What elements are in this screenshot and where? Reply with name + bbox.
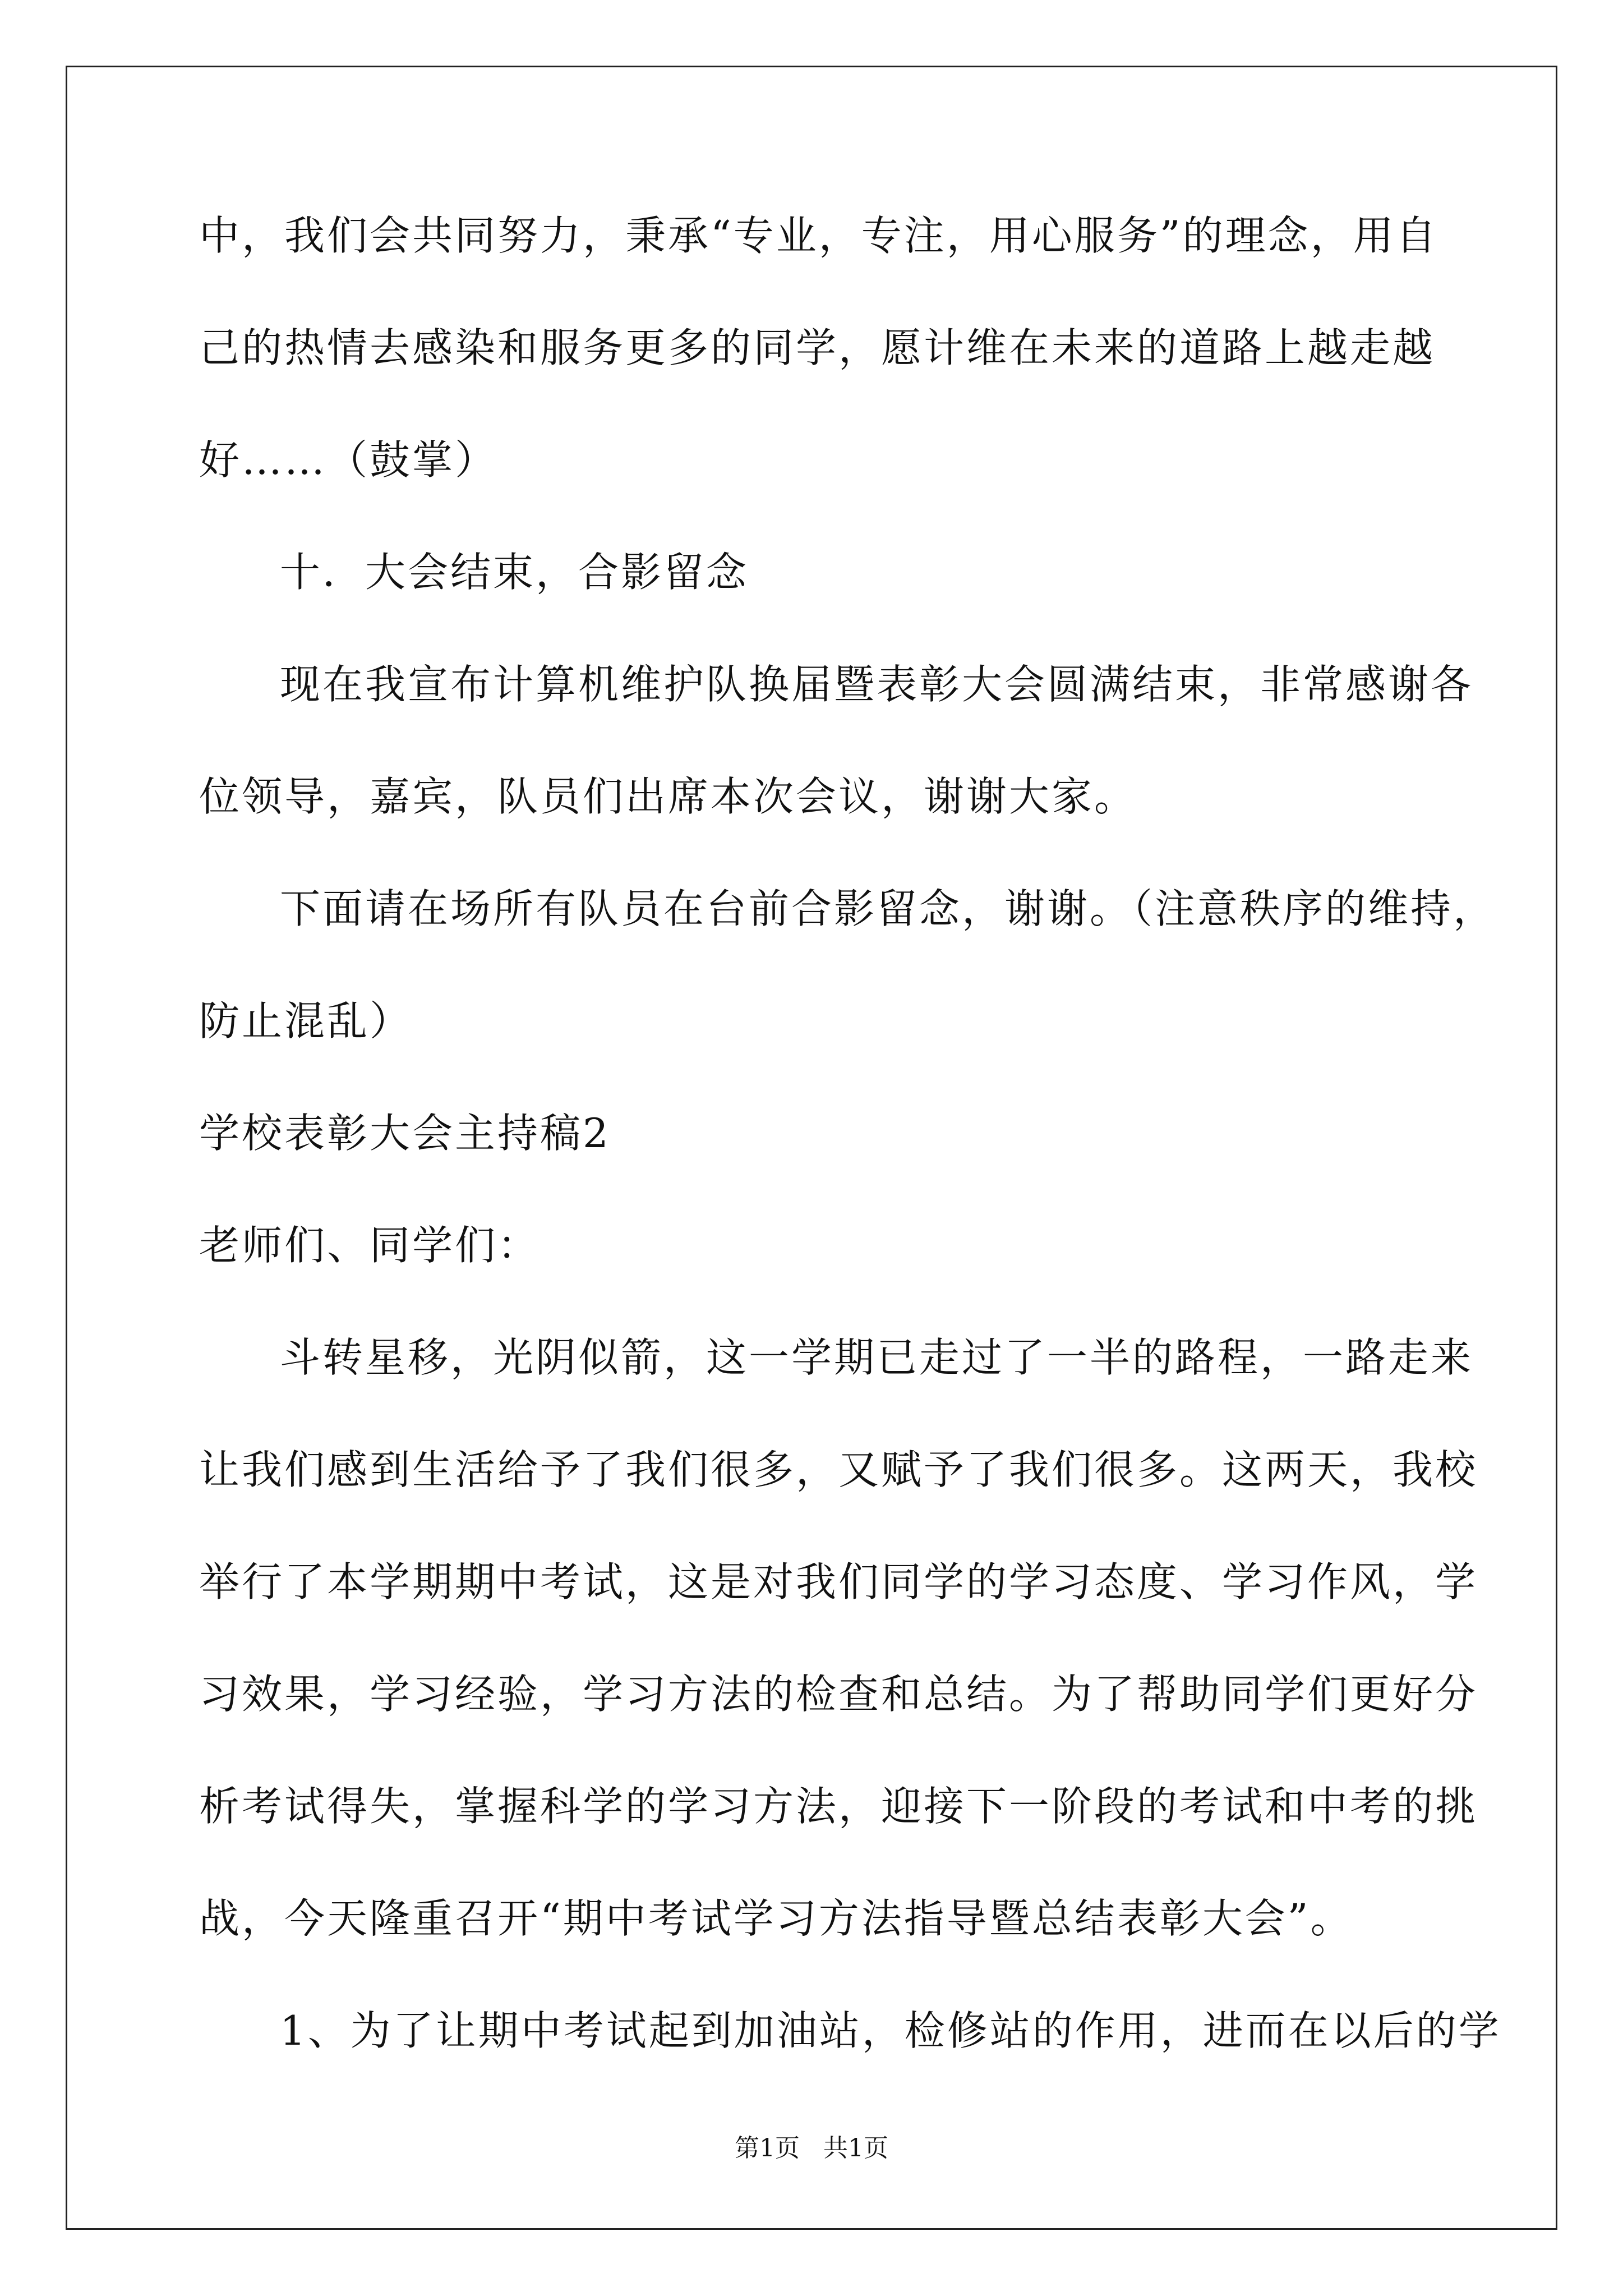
paragraph-line: 己的热情去感染和服务更多的同学，愿计维在未来的道路上越走越	[199, 324, 1436, 371]
paragraph-line: 1、为了让期中考试起到加油站，检修站的作用，进而在以后的学	[280, 2007, 1501, 2054]
page-total: 共1页	[823, 2134, 888, 2162]
section-heading: 十．大会结束，合影留念	[280, 549, 749, 596]
paragraph-line: 现在我宣布计算机维护队换届暨表彰大会圆满结束，非常感谢各	[280, 661, 1474, 708]
page-number: 第1页	[735, 2134, 800, 2162]
paragraph-line: 中，我们会共同努力，秉承“专业，专注，用心服务”的理念，用自	[199, 212, 1438, 259]
salutation: 老师们、同学们：	[199, 1222, 541, 1269]
paragraph-line: 析考试得失，掌握科学的学习方法，迎接下一阶段的考试和中考的挑	[199, 1783, 1478, 1830]
paragraph-line: 下面请在场所有队员在台前合影留念，谢谢。（注意秩序的维持，	[280, 885, 1496, 932]
paragraph-line: 举行了本学期期中考试，这是对我们同学的学习态度、学习作风，学	[199, 1558, 1478, 1605]
paragraph-line: 防止混乱）	[199, 997, 413, 1045]
paragraph-line: 战，今天隆重召开“期中考试学习方法指导暨总结表彰大会”。	[199, 1895, 1353, 1942]
paragraph-line: 斗转星移，光阴似箭，这一学期已走过了一半的路程，一路走来	[280, 1334, 1474, 1381]
document-title: 学校表彰大会主持稿2	[199, 1110, 611, 1157]
page-footer	[0, 2132, 1623, 2165]
paragraph-line: 让我们感到生活给予了我们很多，又赋予了我们很多。这两天，我校	[199, 1446, 1478, 1493]
paragraph-line: 习效果，学习经验，学习方法的检查和总结。为了帮助同学们更好分	[199, 1671, 1478, 1718]
paragraph-line: 位领导，嘉宾，队员们出席本次会议，谢谢大家。	[199, 773, 1137, 820]
paragraph-line: 好……（鼓掌）	[199, 436, 498, 484]
